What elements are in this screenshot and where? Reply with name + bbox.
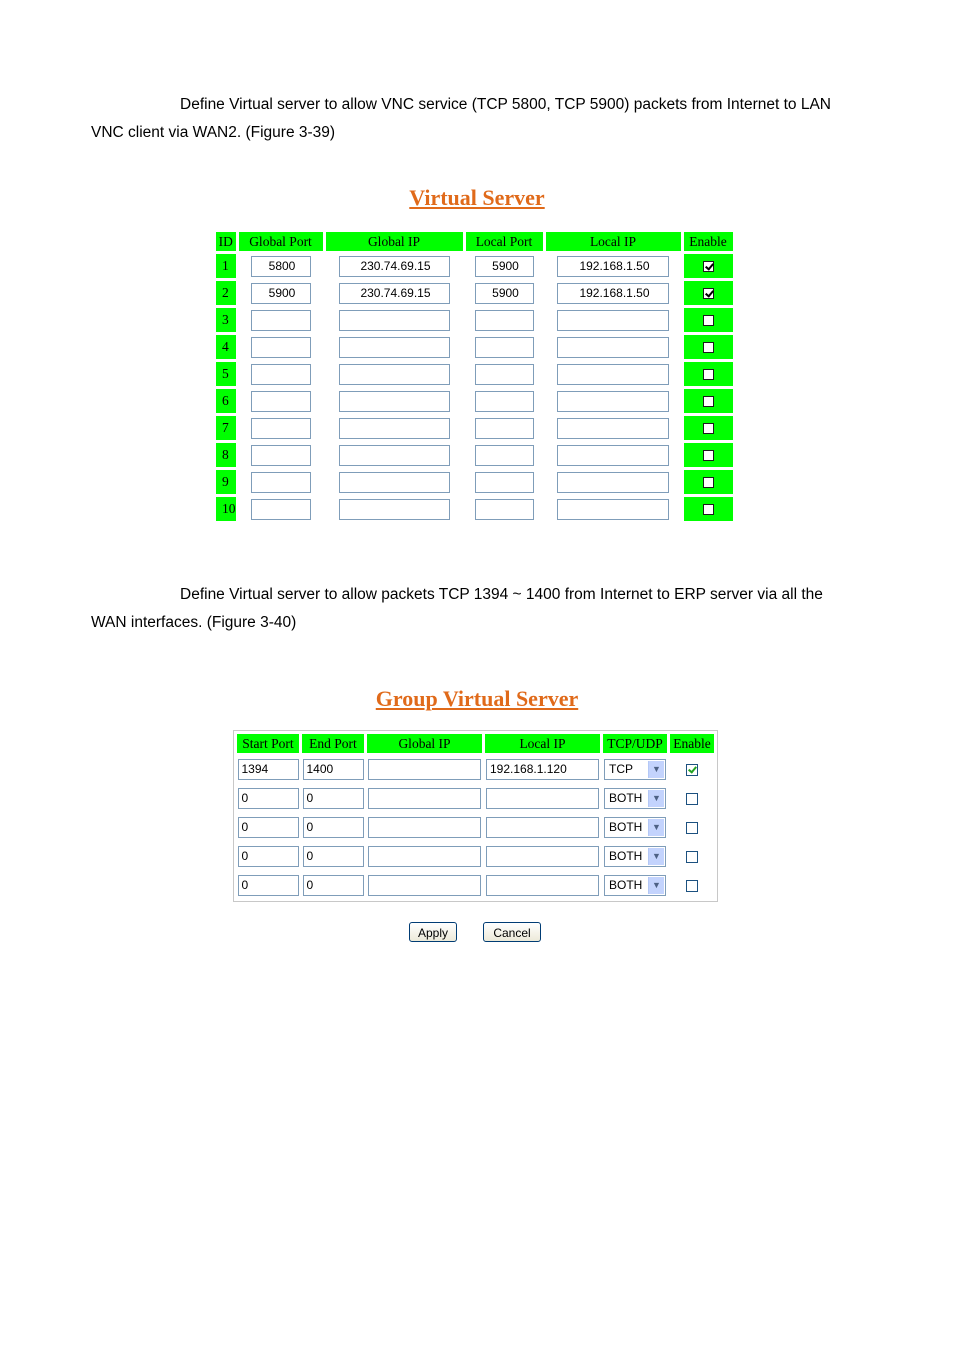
global-ip-input[interactable] — [339, 391, 450, 412]
end-port-input[interactable]: 0 — [303, 846, 364, 867]
table-row — [237, 872, 714, 898]
chevron-down-icon[interactable]: ▼ — [648, 848, 664, 865]
local-port-input[interactable] — [475, 337, 534, 358]
header-id: ID — [216, 232, 236, 251]
global-ip-input[interactable] — [339, 499, 450, 520]
header-local-port: Local Port — [466, 232, 543, 251]
table-row — [216, 254, 733, 278]
row-id: 6 — [216, 389, 236, 413]
group-header-row — [237, 734, 714, 753]
row-id: 10 — [216, 497, 236, 521]
table-row — [216, 362, 733, 386]
protocol-select[interactable] — [604, 788, 666, 809]
table-row — [216, 497, 733, 521]
group-enable-checkbox[interactable] — [686, 880, 698, 892]
local-port-input[interactable]: 5900 — [475, 283, 534, 304]
global-ip-input[interactable] — [339, 445, 450, 466]
group-enable-checkbox[interactable] — [686, 793, 698, 805]
global-ip-input[interactable] — [339, 310, 450, 331]
global-ip-input[interactable]: 230.74.69.15 — [339, 283, 450, 304]
table-row — [216, 416, 733, 440]
group-local-ip-input[interactable] — [486, 875, 599, 896]
table-row — [216, 335, 733, 359]
paragraph-vnc-line1: Define Virtual server to allow VNC service (TCP 5800, TCP 5900) packets from Internet to LAN — [180, 96, 831, 113]
global-port-input[interactable] — [251, 445, 311, 466]
global-port-input[interactable] — [251, 337, 311, 358]
local-port-input[interactable] — [475, 364, 534, 385]
global-port-input[interactable]: 5900 — [251, 283, 311, 304]
header-start-port: Start Port — [237, 734, 299, 753]
end-port-input[interactable]: 1400 — [303, 759, 364, 780]
header-group-local-ip: Local IP — [485, 734, 600, 753]
local-port-input[interactable] — [475, 499, 534, 520]
enable-checkbox[interactable] — [703, 450, 714, 461]
protocol-value: BOTH — [609, 848, 643, 863]
header-enable: Enable — [684, 232, 733, 251]
header-global-ip: Global IP — [326, 232, 463, 251]
global-port-input[interactable] — [251, 472, 311, 493]
enable-checkbox[interactable] — [703, 504, 714, 515]
enable-checkbox[interactable] — [703, 423, 714, 434]
table-row — [237, 814, 714, 840]
global-ip-input[interactable] — [339, 364, 450, 385]
group-enable-checkbox[interactable] — [686, 764, 698, 776]
protocol-select[interactable] — [604, 846, 666, 867]
global-port-input[interactable] — [251, 364, 311, 385]
global-port-input[interactable] — [251, 391, 311, 412]
virtual-server-title: Virtual Server — [409, 185, 545, 210]
row-id: 5 — [216, 362, 236, 386]
row-id: 2 — [216, 281, 236, 305]
group-virtual-server-table — [233, 730, 718, 902]
table-row — [216, 389, 733, 413]
paragraph-erp-line2: WAN interfaces. (Figure 3-40) — [91, 614, 297, 631]
end-port-input[interactable]: 0 — [303, 788, 364, 809]
local-port-input[interactable] — [475, 445, 534, 466]
protocol-value: BOTH — [609, 790, 643, 805]
table-row — [237, 785, 714, 811]
row-id: 1 — [216, 254, 236, 278]
local-ip-input[interactable]: 192.168.1.50 — [557, 283, 669, 304]
header-group-global-ip: Global IP — [367, 734, 482, 753]
row-id: 7 — [216, 416, 236, 440]
global-ip-input[interactable] — [339, 472, 450, 493]
table-row — [216, 308, 733, 332]
start-port-input[interactable]: 0 — [238, 817, 299, 838]
local-port-input[interactable] — [475, 391, 534, 412]
table-row — [237, 756, 714, 782]
protocol-select[interactable] — [604, 817, 666, 838]
table-row — [216, 281, 733, 305]
start-port-input[interactable]: 0 — [238, 846, 299, 867]
global-ip-input[interactable] — [339, 418, 450, 439]
cancel-button[interactable]: Cancel — [483, 922, 541, 942]
paragraph-erp-line1: Define Virtual server to allow packets TCP 1394 ~ 1400 from Internet to ERP server via all the — [180, 586, 823, 603]
enable-checkbox[interactable] — [703, 369, 714, 380]
local-ip-input[interactable] — [557, 337, 669, 358]
local-port-input[interactable] — [475, 472, 534, 493]
protocol-select[interactable] — [604, 875, 666, 896]
enable-checkbox[interactable] — [703, 288, 714, 299]
group-local-ip-input[interactable] — [486, 846, 599, 867]
global-ip-input[interactable] — [339, 337, 450, 358]
start-port-input[interactable]: 0 — [238, 875, 299, 896]
protocol-value: BOTH — [609, 819, 643, 834]
group-enable-checkbox[interactable] — [686, 851, 698, 863]
local-ip-input[interactable] — [557, 418, 669, 439]
group-enable-checkbox[interactable] — [686, 822, 698, 834]
local-port-input[interactable] — [475, 310, 534, 331]
global-port-input[interactable]: 5800 — [251, 256, 311, 277]
chevron-down-icon[interactable]: ▼ — [648, 761, 664, 778]
table-row — [216, 443, 733, 467]
row-id: 4 — [216, 335, 236, 359]
global-port-input[interactable] — [251, 499, 311, 520]
row-id: 8 — [216, 443, 236, 467]
group-local-ip-input[interactable] — [486, 788, 599, 809]
group-global-ip-input[interactable] — [368, 846, 481, 867]
group-global-ip-input[interactable] — [368, 759, 481, 780]
local-ip-input[interactable] — [557, 499, 669, 520]
start-port-input[interactable]: 0 — [238, 788, 299, 809]
group-global-ip-input[interactable] — [368, 817, 481, 838]
group-global-ip-input[interactable] — [368, 875, 481, 896]
chevron-down-icon[interactable]: ▼ — [648, 877, 664, 894]
global-ip-input[interactable]: 230.74.69.15 — [339, 256, 450, 277]
group-global-ip-input[interactable] — [368, 788, 481, 809]
row-id: 9 — [216, 470, 236, 494]
table-row — [237, 843, 714, 869]
global-port-input[interactable] — [251, 418, 311, 439]
chevron-down-icon[interactable]: ▼ — [648, 819, 664, 836]
start-port-input[interactable]: 1394 — [238, 759, 299, 780]
enable-checkbox[interactable] — [703, 315, 714, 326]
end-port-input[interactable]: 0 — [303, 817, 364, 838]
paragraph-vnc-line2: VNC client via WAN2. (Figure 3-39) — [91, 124, 336, 141]
header-group-enable: Enable — [670, 734, 714, 753]
header-end-port: End Port — [302, 734, 364, 753]
enable-checkbox[interactable] — [703, 477, 714, 488]
group-local-ip-input[interactable] — [486, 817, 599, 838]
enable-checkbox[interactable] — [703, 342, 714, 353]
chevron-down-icon[interactable]: ▼ — [648, 790, 664, 807]
header-tcp-udp: TCP/UDP — [603, 734, 667, 753]
protocol-value: TCP — [609, 761, 633, 776]
enable-checkbox[interactable] — [703, 396, 714, 407]
local-port-input[interactable] — [475, 418, 534, 439]
paragraph-erp — [91, 581, 871, 637]
enable-checkbox[interactable] — [703, 261, 714, 272]
local-ip-input[interactable] — [557, 445, 669, 466]
protocol-value: BOTH — [609, 877, 643, 892]
local-ip-input[interactable] — [557, 310, 669, 331]
header-global-port: Global Port — [239, 232, 323, 251]
header-local-ip: Local IP — [546, 232, 681, 251]
global-port-input[interactable] — [251, 310, 311, 331]
protocol-select[interactable] — [604, 759, 666, 780]
local-ip-input[interactable]: 192.168.1.50 — [557, 256, 669, 277]
group-virtual-server-title: Group Virtual Server — [375, 686, 579, 711]
virtual-server-header-row — [216, 232, 733, 251]
local-ip-input[interactable] — [557, 364, 669, 385]
local-port-input[interactable]: 5900 — [475, 256, 534, 277]
apply-button[interactable]: Apply — [409, 922, 457, 942]
local-ip-input[interactable] — [557, 472, 669, 493]
paragraph-vnc — [91, 91, 871, 147]
row-id: 3 — [216, 308, 236, 332]
group-local-ip-input[interactable]: 192.168.1.120 — [486, 759, 599, 780]
table-row — [216, 470, 733, 494]
end-port-input[interactable]: 0 — [303, 875, 364, 896]
local-ip-input[interactable] — [557, 391, 669, 412]
virtual-server-table — [213, 229, 736, 524]
